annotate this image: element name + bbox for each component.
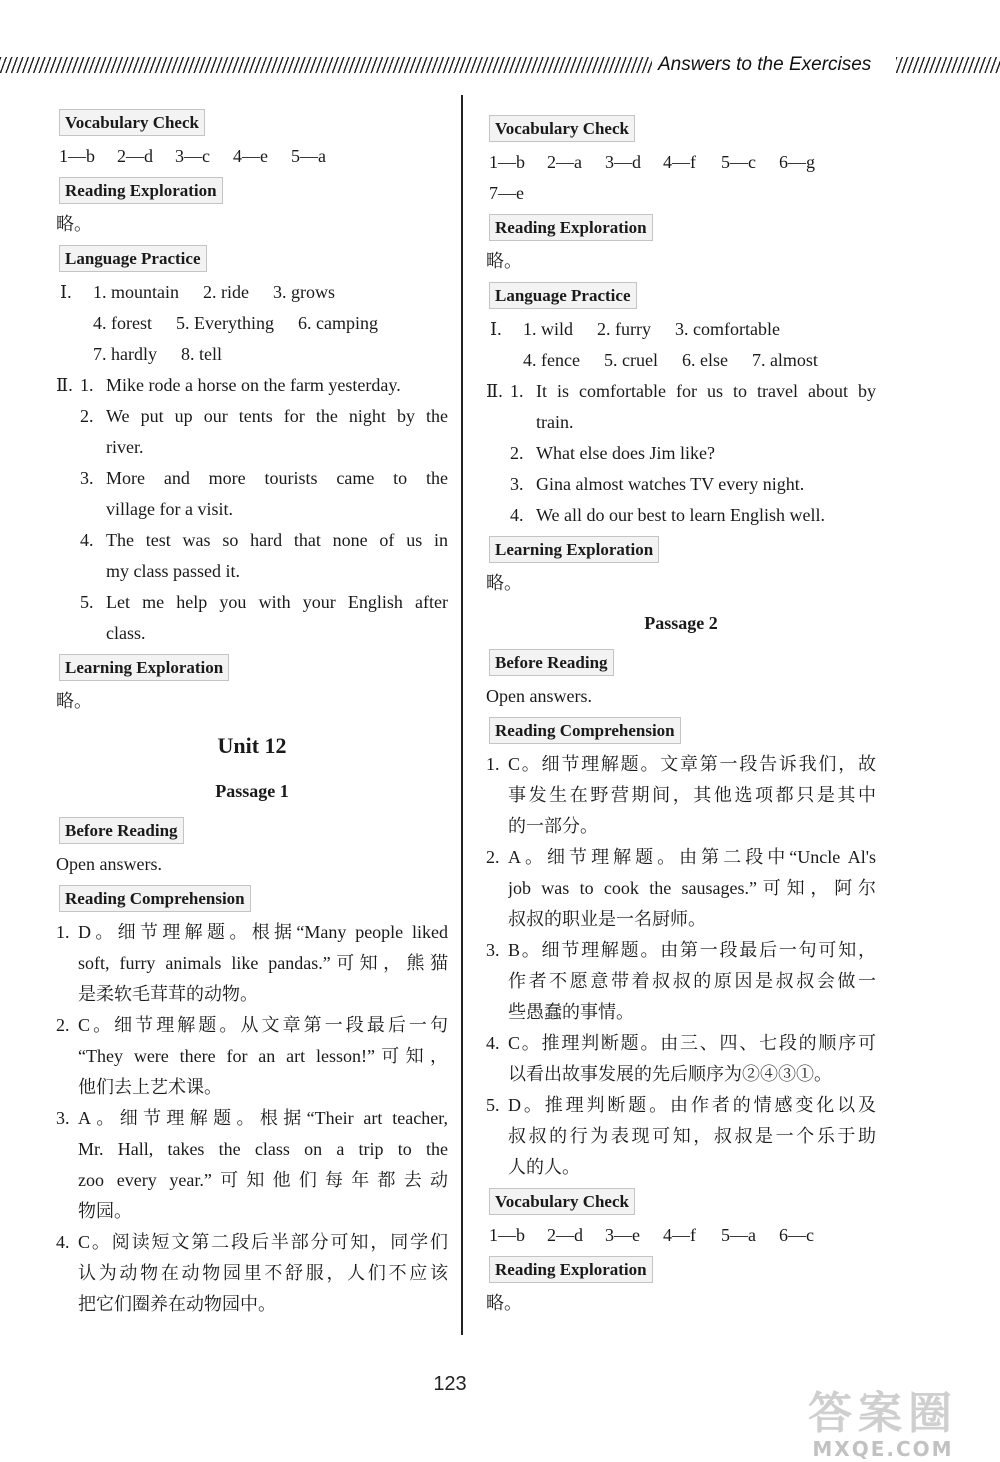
text-line: A。细节理解题。由第二段中“Uncle Al's (508, 847, 876, 867)
passage-title: Passage 2 (644, 613, 718, 633)
section-heading (56, 104, 448, 141)
question-answer (56, 1010, 448, 1103)
item-text (536, 376, 876, 438)
comprehension-answers (56, 917, 448, 1320)
item-number: 2. (80, 406, 94, 426)
running-header: Answers to the Exercises (658, 54, 872, 75)
answer-item: 2—d (547, 1225, 583, 1245)
item-text (508, 1028, 876, 1090)
text-line: 是柔软毛茸茸的动物。 (78, 984, 258, 1004)
answer-text: Open answers. (56, 854, 162, 874)
answer-item: 5—a (721, 1225, 756, 1245)
item-number: 5. (80, 592, 94, 612)
section-heading (56, 880, 448, 917)
item-number: 1. (80, 375, 94, 395)
item-number: 3. (486, 940, 500, 960)
item-number: 1. (56, 922, 70, 942)
section-heading (486, 712, 876, 749)
section-number: Ⅱ. (486, 381, 503, 401)
item-text (536, 500, 876, 531)
text-line: A。细节理解题。根据“Their art teacher, (78, 1108, 448, 1128)
section-heading (486, 110, 876, 147)
section-heading (486, 644, 876, 681)
text-line: 认为动物在动物园里不舒服，人们不应该 (78, 1263, 448, 1283)
sentence-answer (56, 587, 448, 649)
header-rule-left (0, 57, 652, 73)
section-heading-label: Reading Exploration (489, 1256, 653, 1283)
section-heading-label: Language Practice (59, 245, 207, 272)
item-text (106, 463, 448, 525)
item-number: 4. (80, 530, 94, 550)
answer-item: 4—f (663, 152, 696, 172)
column-divider (461, 95, 463, 1335)
text-line: class. (106, 623, 146, 643)
word-answer-row (486, 314, 876, 345)
item-number: 2. (56, 1015, 70, 1035)
text-line: 人的人。 (508, 1157, 580, 1177)
section-heading-label: Reading Exploration (489, 214, 653, 241)
section-heading-label: Reading Exploration (59, 177, 223, 204)
section-heading-label: Reading Comprehension (59, 885, 251, 912)
answer-text: Open answers. (486, 686, 592, 706)
word-answer-row (56, 308, 448, 339)
word-answer: 1. wild (523, 319, 574, 339)
section-heading (56, 172, 448, 209)
question-answer (486, 842, 876, 935)
text-line: We all do our best to learn English well. (536, 505, 825, 525)
section-heading-label: Vocabulary Check (489, 115, 635, 142)
text-line: train. (536, 412, 574, 432)
text-line: 作者不愿意带着叔叔的原因是叔叔会做一 (508, 971, 876, 991)
answer-item: 1—b (489, 152, 525, 172)
sentence-answer (56, 463, 448, 525)
section-heading (486, 277, 876, 314)
text-line: my class passed it. (106, 561, 240, 581)
text-line: C。细节理解题。从文章第一段最后一句 (78, 1015, 448, 1035)
question-answer (486, 935, 876, 1028)
word-answer: 4. fence (523, 350, 580, 370)
text-line: 叔叔的行为表现可知，叔叔是一个乐于助 (508, 1126, 876, 1146)
text-line: The test was so hard that none of us in (106, 530, 448, 550)
text-line: Mike rode a horse on the farm yesterday. (106, 375, 401, 395)
text-line: 事发生在野营期间，其他选项都只是其中 (508, 785, 876, 805)
text-line: Gina almost watches TV every night. (536, 474, 805, 494)
watermark-logo: 答案圈 (808, 1388, 958, 1439)
item-number: 3. (56, 1108, 70, 1128)
question-answer (486, 1028, 876, 1090)
text-line: 叔叔的职业是一名厨师。 (508, 909, 706, 929)
word-answer: 6. else (681, 350, 728, 370)
unit-title: Unit 12 (217, 733, 287, 758)
text-line: We put up our tents for the night by the (106, 406, 448, 426)
answer-item: 4—e (233, 146, 268, 166)
answer-item: 5—a (291, 146, 326, 166)
item-text (106, 370, 448, 401)
answer-item: 3—d (605, 152, 641, 172)
answer-text: 略。 (486, 573, 522, 593)
item-number: 2. (510, 443, 524, 463)
text-line: 物园。 (78, 1201, 132, 1221)
number-spacer (486, 469, 510, 500)
number-spacer (56, 401, 80, 432)
question-answer (486, 749, 876, 842)
section-heading (486, 1183, 876, 1220)
answer-item: 2—a (547, 152, 582, 172)
number-spacer (486, 500, 510, 531)
word-answer: 7. hardly (93, 344, 157, 364)
text-line: zoo every year.”可知他们每年都去动 (78, 1170, 448, 1190)
word-answer: 3. grows (272, 282, 335, 302)
section-heading-label: Before Reading (489, 649, 614, 676)
answer-key-row (486, 147, 876, 209)
section-number: Ⅰ. (60, 282, 72, 302)
text-line: D。推理判断题。由作者的情感变化以及 (508, 1095, 876, 1115)
left-column (56, 104, 448, 1320)
sentence-answer (56, 525, 448, 587)
number-spacer (56, 587, 80, 618)
number-spacer (56, 525, 80, 556)
answer-key-row (486, 1220, 876, 1251)
item-text (508, 1090, 876, 1183)
item-number: 1. (510, 381, 524, 401)
word-answer-row (486, 345, 876, 376)
text-line: village for a visit. (106, 499, 233, 519)
section-heading (486, 209, 876, 246)
item-number: 5. (486, 1095, 500, 1115)
section-number: Ⅱ. (56, 375, 73, 395)
answer-item: 6—c (779, 1225, 814, 1245)
section-heading (486, 531, 876, 568)
item-text (78, 917, 448, 1010)
sentence-answer (486, 469, 876, 500)
number-spacer (486, 438, 510, 469)
text-line: 的一部分。 (508, 816, 598, 836)
section-heading-label: Language Practice (489, 282, 637, 309)
word-answer: 3. comfortable (675, 319, 780, 339)
word-answer: 6. camping (297, 313, 378, 333)
item-text (508, 842, 876, 935)
text-line: What else does Jim like? (536, 443, 715, 463)
text-line: soft, furry animals like pandas.”可知，熊猫 (78, 953, 448, 973)
answer-text: 略。 (56, 214, 92, 234)
word-answer: 2. furry (597, 319, 651, 339)
section-heading-label: Before Reading (59, 817, 184, 844)
word-answer: 5. Everything (175, 313, 274, 333)
number-spacer (56, 463, 80, 494)
answer-text: 略。 (486, 251, 522, 271)
section-heading-label: Reading Comprehension (489, 717, 681, 744)
text-line: 些愚蠢的事情。 (508, 1002, 634, 1022)
answer-item: 2—d (117, 146, 153, 166)
item-text (106, 525, 448, 587)
text-line: C。推理判断题。由三、四、七段的顺序可 (508, 1033, 876, 1053)
watermark-site: MXQE.COM (812, 1437, 954, 1461)
word-answer: 4. forest (93, 313, 152, 333)
item-text (536, 438, 876, 469)
text-line: It is comfortable for us to travel about by (536, 381, 876, 401)
word-answer: 8. tell (180, 344, 222, 364)
item-number: 4. (486, 1033, 500, 1053)
answer-text: 略。 (486, 1293, 522, 1313)
text-line: Let me help you with your English after (106, 592, 448, 612)
sentence-answers (56, 370, 448, 649)
word-answer-row (56, 339, 448, 370)
answer-item: 3—e (605, 1225, 640, 1245)
item-text (106, 587, 448, 649)
item-text (78, 1103, 448, 1227)
word-answer: 7. almost (751, 350, 818, 370)
page-number: 123 (433, 1373, 467, 1395)
item-number: 4. (56, 1232, 70, 1252)
answer-text: 略。 (56, 691, 92, 711)
item-text (508, 935, 876, 1028)
text-line: 把它们圈养在动物园中。 (78, 1294, 276, 1314)
section-heading-label: Learning Exploration (59, 654, 229, 681)
answer-key-row (56, 141, 448, 172)
item-text (106, 401, 448, 463)
word-answer-list (486, 314, 876, 376)
text-line: C。细节理解题。文章第一段告诉我们，故 (508, 754, 876, 774)
sentence-answer (486, 376, 876, 438)
word-answer: 1. mountain (93, 282, 179, 302)
section-number: Ⅰ. (490, 319, 502, 339)
text-line: D。细节理解题。根据“Many people liked (78, 922, 448, 942)
item-number: 2. (486, 847, 500, 867)
sentence-answer (56, 370, 448, 401)
section-heading-label: Vocabulary Check (59, 109, 205, 136)
text-line: Mr. Hall, takes the class on a trip to the (78, 1139, 448, 1159)
question-answer (56, 1103, 448, 1227)
answer-item: 7—e (489, 183, 524, 203)
answer-item: 4—f (663, 1225, 696, 1245)
question-answer (56, 1227, 448, 1320)
item-text (78, 1010, 448, 1103)
section-heading (56, 240, 448, 277)
word-answer-row (56, 277, 448, 308)
text-line: C。阅读短文第二段后半部分可知，同学们 (78, 1232, 448, 1252)
sentence-answer (486, 438, 876, 469)
item-number: 3. (510, 474, 524, 494)
sentence-answer (486, 500, 876, 531)
word-answer: 2. ride (203, 282, 249, 302)
text-line: job was to cook the sausages.”可知，阿尔 (508, 878, 876, 898)
text-line: 他们去上艺术课。 (78, 1077, 222, 1097)
word-answer-list (56, 277, 448, 370)
passage-title: Passage 1 (215, 781, 289, 801)
section-heading (56, 812, 448, 849)
comprehension-answers (486, 749, 876, 1183)
section-heading (486, 1251, 876, 1288)
text-line: river. (106, 437, 144, 457)
item-number: 4. (510, 505, 524, 525)
text-line: More and more tourists came to the (106, 468, 448, 488)
right-column (486, 110, 876, 1319)
header-rule-right (896, 57, 1000, 73)
question-answer (56, 917, 448, 1010)
item-text (78, 1227, 448, 1320)
text-line: B。细节理解题。由第一段最后一句可知， (508, 940, 876, 960)
item-text (508, 749, 876, 842)
answer-item: 1—b (489, 1225, 525, 1245)
answer-item: 1—b (59, 146, 95, 166)
answer-item: 3—c (175, 146, 210, 166)
section-heading-label: Vocabulary Check (489, 1188, 635, 1215)
item-number: 1. (486, 754, 500, 774)
item-text (536, 469, 876, 500)
answer-item: 6—g (779, 152, 815, 172)
section-heading (56, 649, 448, 686)
section-heading-label: Learning Exploration (489, 536, 659, 563)
answer-item: 5—c (721, 152, 756, 172)
text-line: 以看出故事发展的先后顺序为②④③①。 (508, 1064, 832, 1084)
question-answer (486, 1090, 876, 1183)
sentence-answer (56, 401, 448, 463)
text-line: “They were there for an art lesson!”可知， (78, 1046, 448, 1066)
sentence-answers (486, 376, 876, 531)
word-answer: 5. cruel (603, 350, 658, 370)
item-number: 3. (80, 468, 94, 488)
